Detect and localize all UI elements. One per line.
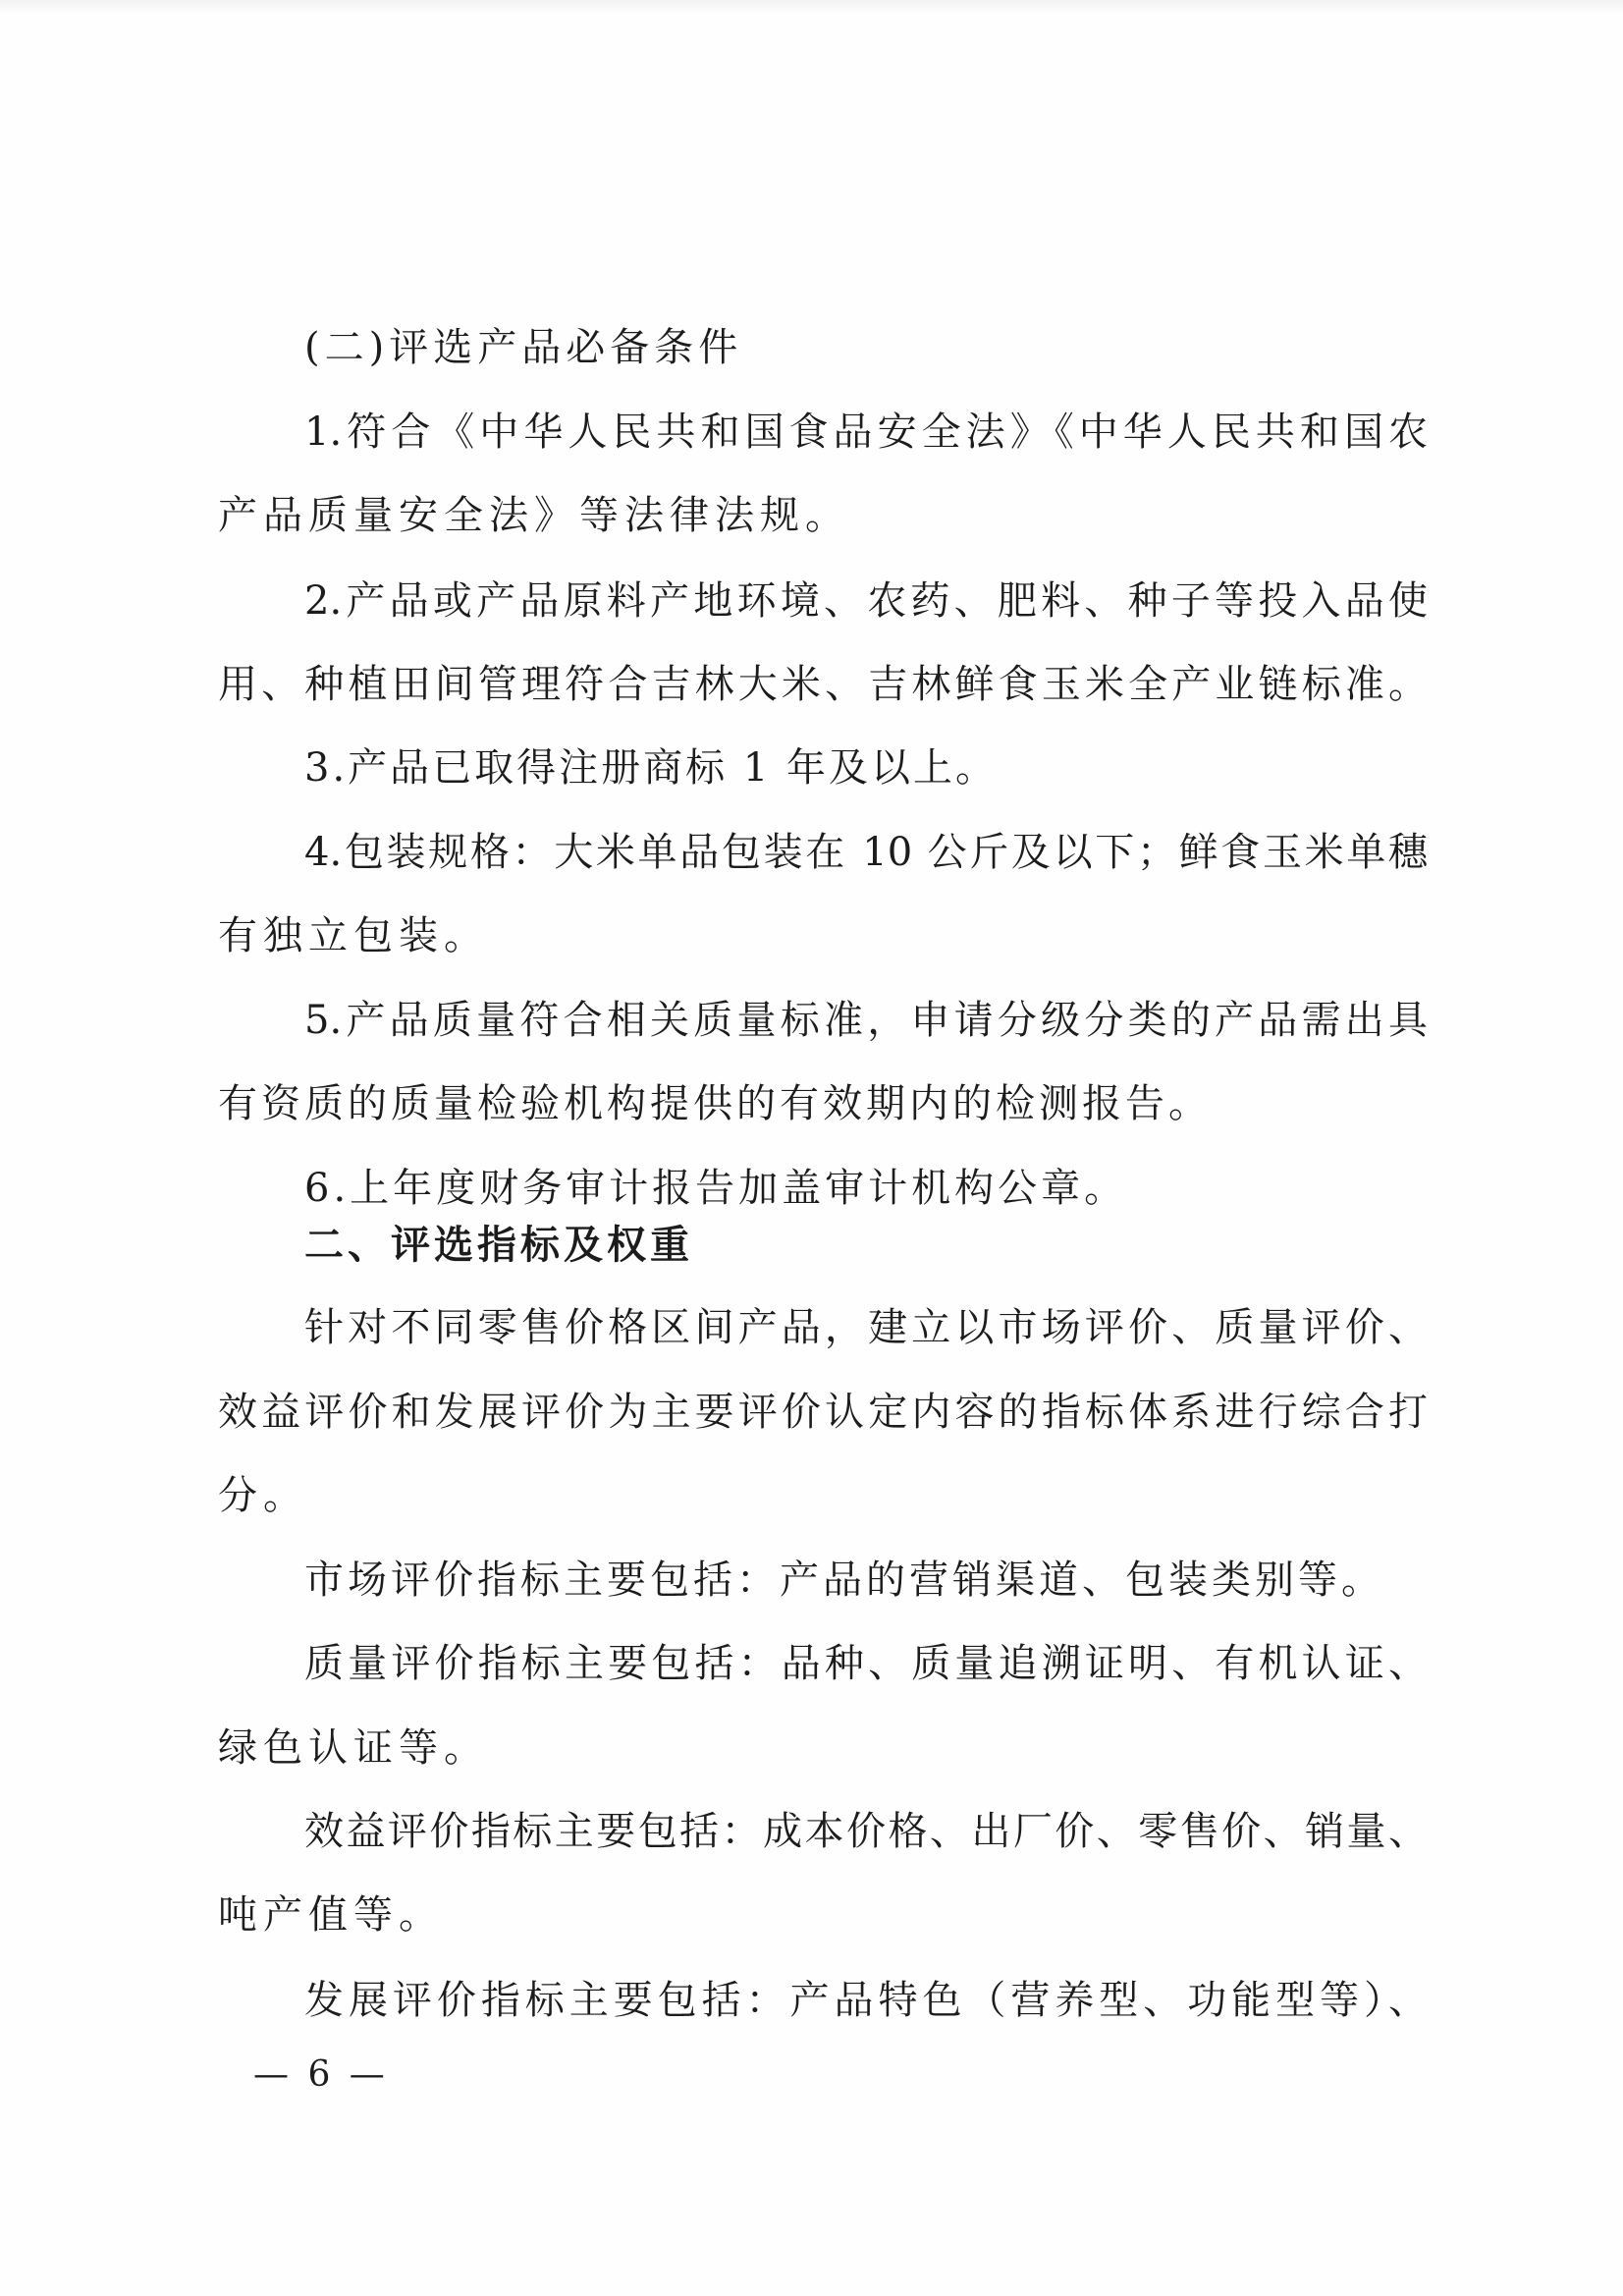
market-line-1: 市场评价指标主要包括：产品的营销渠道、包装类别等。 bbox=[304, 1558, 1384, 1603]
intro-line-2: 效益评价和发展评价为主要评价认定内容的指标体系进行综合打 bbox=[218, 1390, 1428, 1435]
item-2-line-1: 2.产品或产品原料产地环境、农药、肥料、种子等投入品使 bbox=[304, 578, 1428, 624]
page-number: — 6 — bbox=[253, 2054, 389, 2095]
benefit-line-1: 效益评价指标主要包括：成本价格、出厂价、零售价、销量、 bbox=[304, 1809, 1428, 1854]
item-1-line-1: 1.符合《中华人民共和国食品安全法》《中华人民共和国农 bbox=[304, 410, 1428, 455]
section-heading-2: 二、评选指标及权重 bbox=[304, 1222, 693, 1268]
item-1-line-2: 产品质量安全法》等法律法规。 bbox=[218, 493, 850, 538]
item-6-line-1: 6.上年度财务审计报告加盖审计机构公章。 bbox=[304, 1166, 1128, 1211]
section-title: (二)评选产品必备条件 bbox=[304, 325, 743, 370]
quality-line-2: 绿色认证等。 bbox=[218, 1725, 489, 1771]
item-3-line-1: 3.产品已取得注册商标 1 年及以上。 bbox=[304, 745, 999, 791]
intro-line-3: 分。 bbox=[218, 1473, 308, 1518]
item-4-line-1: 4.包装规格：大米单品包装在 10 公斤及以下；鲜食玉米单穗 bbox=[304, 830, 1428, 875]
scan-top-edge bbox=[0, 0, 1623, 14]
item-5-line-2: 有资质的质量检验机构提供的有效期内的检测报告。 bbox=[218, 1081, 1212, 1126]
benefit-line-2: 吨产值等。 bbox=[218, 1892, 444, 1938]
development-line-1: 发展评价指标主要包括：产品特色（营养型、功能型等）、 bbox=[304, 1978, 1428, 2023]
item-4-line-2: 有独立包装。 bbox=[218, 913, 489, 958]
item-2-line-2: 用、种植田间管理符合吉林大米、吉林鲜食玉米全产业链标准。 bbox=[218, 662, 1428, 707]
item-5-line-1: 5.产品质量符合相关质量标准，申请分级分类的产品需出具 bbox=[304, 998, 1428, 1043]
quality-line-1: 质量评价指标主要包括：品种、质量追溯证明、有机认证、 bbox=[304, 1641, 1428, 1686]
intro-line-1: 针对不同零售价格区间产品，建立以市场评价、质量评价、 bbox=[304, 1305, 1428, 1350]
